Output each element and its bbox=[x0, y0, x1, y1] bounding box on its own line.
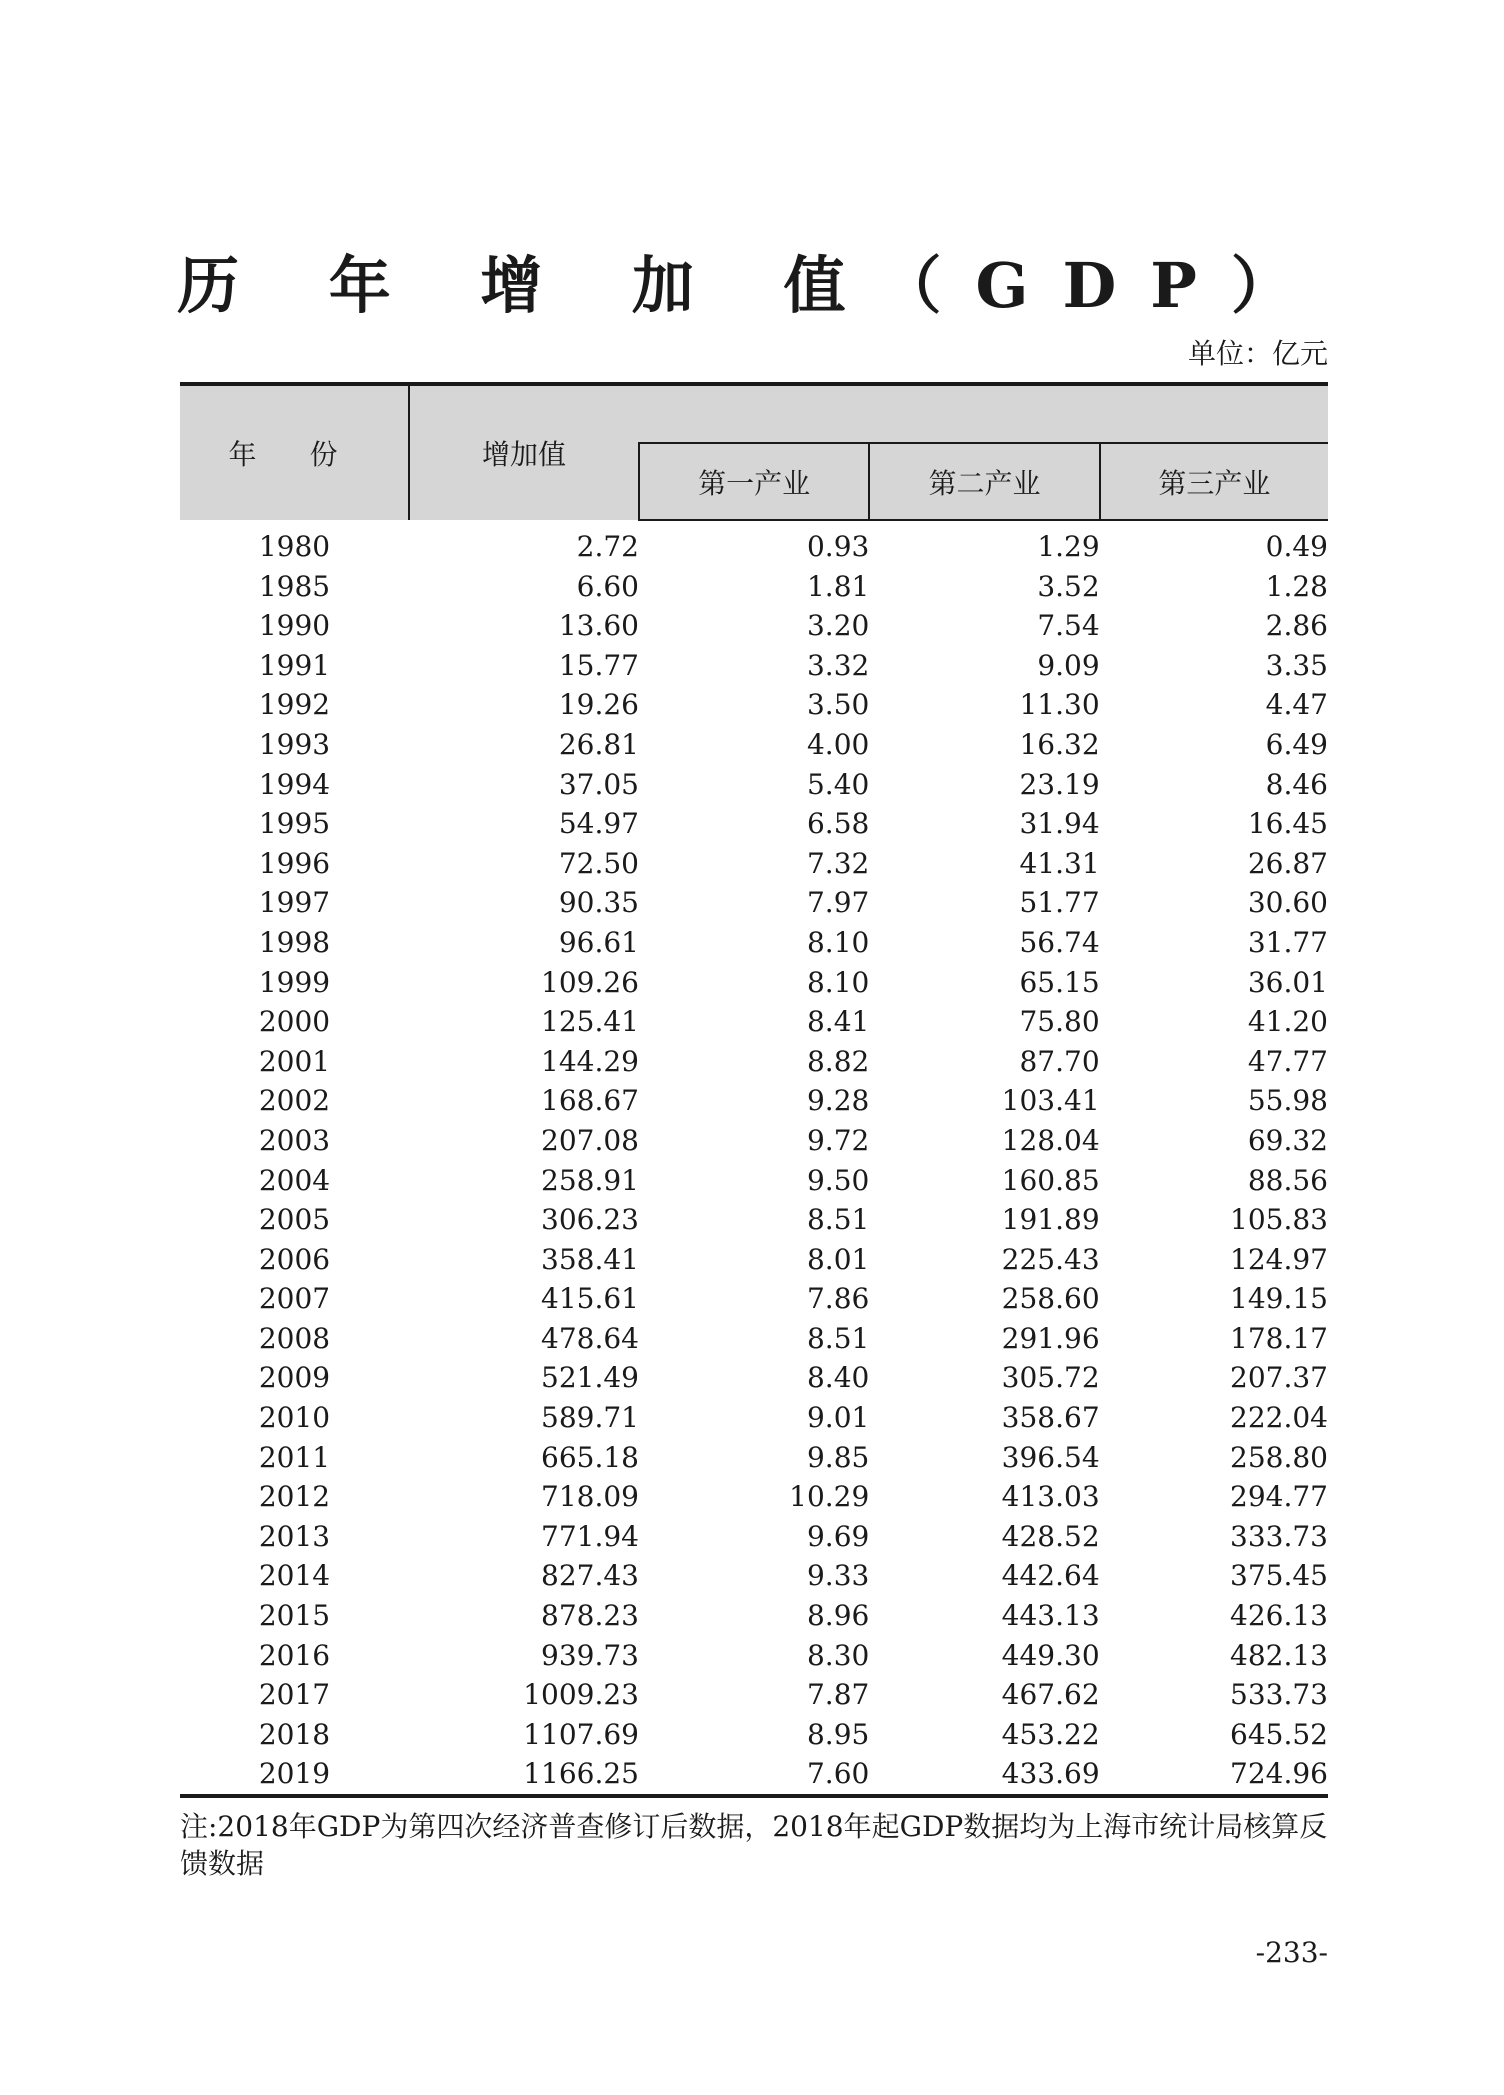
cell-primary: 8.95 bbox=[806, 1717, 870, 1751]
cell-primary: 1.81 bbox=[806, 569, 870, 603]
cell-secondary: 453.22 bbox=[1001, 1717, 1100, 1751]
cell-secondary: 87.70 bbox=[1019, 1044, 1100, 1078]
table-row bbox=[180, 1240, 1328, 1280]
cell-tertiary: 258.80 bbox=[1230, 1440, 1328, 1474]
cell-total: 96.61 bbox=[558, 925, 639, 959]
cell-year: 1998 bbox=[258, 925, 331, 959]
cell-tertiary: 333.73 bbox=[1230, 1519, 1328, 1553]
cell-year: 2015 bbox=[258, 1599, 331, 1633]
cell-secondary: 442.64 bbox=[1001, 1559, 1100, 1593]
cell-secondary: 56.74 bbox=[1019, 925, 1100, 959]
table-row bbox=[180, 883, 1328, 923]
cell-year: 2019 bbox=[258, 1757, 331, 1791]
cell-primary: 9.69 bbox=[806, 1519, 870, 1553]
cell-total: 827.43 bbox=[541, 1559, 639, 1593]
cell-tertiary: 124.97 bbox=[1230, 1242, 1328, 1276]
cell-year: 2006 bbox=[258, 1242, 331, 1276]
cell-year: 2005 bbox=[258, 1203, 331, 1237]
header-tertiary: 第三产业 bbox=[1100, 443, 1328, 520]
cell-primary: 3.32 bbox=[806, 648, 870, 682]
cell-total: 109.26 bbox=[541, 965, 639, 999]
cell-primary: 8.41 bbox=[806, 1005, 870, 1039]
cell-secondary: 11.30 bbox=[1019, 688, 1100, 722]
cell-tertiary: 4.47 bbox=[1265, 688, 1328, 722]
table-row bbox=[180, 606, 1328, 646]
cell-year: 1985 bbox=[258, 569, 331, 603]
cell-secondary: 413.03 bbox=[1001, 1480, 1100, 1514]
cell-year: 1997 bbox=[258, 886, 331, 920]
cell-primary: 9.01 bbox=[806, 1401, 870, 1435]
cell-secondary: 396.54 bbox=[1001, 1440, 1100, 1474]
table-row bbox=[180, 567, 1328, 607]
cell-primary: 5.40 bbox=[806, 767, 870, 801]
cell-tertiary: 88.56 bbox=[1247, 1163, 1328, 1197]
cell-tertiary: 0.49 bbox=[1265, 530, 1328, 563]
cell-tertiary: 645.52 bbox=[1230, 1717, 1328, 1751]
cell-total: 521.49 bbox=[541, 1361, 639, 1395]
cell-secondary: 449.30 bbox=[1001, 1638, 1100, 1672]
cell-total: 6.60 bbox=[576, 569, 639, 603]
cell-tertiary: 2.86 bbox=[1265, 609, 1328, 643]
cell-secondary: 225.43 bbox=[1001, 1242, 1100, 1276]
cell-primary: 8.51 bbox=[806, 1321, 870, 1355]
cell-tertiary: 178.17 bbox=[1230, 1321, 1328, 1355]
cell-tertiary: 1.28 bbox=[1265, 569, 1328, 603]
cell-primary: 9.33 bbox=[806, 1559, 870, 1593]
table-row bbox=[180, 685, 1328, 725]
table-row bbox=[180, 844, 1328, 884]
table-row bbox=[180, 923, 1328, 963]
cell-primary: 8.82 bbox=[806, 1044, 870, 1078]
cell-primary: 7.97 bbox=[806, 886, 870, 920]
cell-primary: 8.51 bbox=[806, 1203, 870, 1237]
cell-year: 1990 bbox=[258, 609, 331, 643]
cell-secondary: 3.52 bbox=[1037, 569, 1100, 603]
cell-secondary: 358.67 bbox=[1001, 1401, 1100, 1435]
cell-tertiary: 222.04 bbox=[1230, 1401, 1328, 1435]
cell-secondary: 51.77 bbox=[1019, 886, 1100, 920]
cell-total: 13.60 bbox=[558, 609, 639, 643]
header-secondary: 第二产业 bbox=[869, 443, 1099, 520]
cell-secondary: 23.19 bbox=[1019, 767, 1100, 801]
cell-secondary: 9.09 bbox=[1037, 648, 1100, 682]
cell-total: 207.08 bbox=[541, 1123, 639, 1157]
cell-primary: 9.85 bbox=[806, 1440, 870, 1474]
cell-total: 26.81 bbox=[558, 727, 639, 761]
table-row bbox=[180, 1556, 1328, 1596]
cell-secondary: 160.85 bbox=[1001, 1163, 1100, 1197]
cell-year: 1992 bbox=[258, 688, 331, 722]
cell-secondary: 41.31 bbox=[1019, 846, 1100, 880]
cell-total: 589.71 bbox=[541, 1401, 639, 1435]
cell-year: 1980 bbox=[258, 529, 331, 563]
cell-year: 1991 bbox=[258, 648, 331, 682]
table-row bbox=[180, 1596, 1328, 1636]
cell-total: 665.18 bbox=[541, 1440, 639, 1474]
cell-year: 2013 bbox=[258, 1519, 331, 1553]
cell-year: 1999 bbox=[258, 965, 331, 999]
cell-total: 306.23 bbox=[541, 1203, 639, 1237]
cell-tertiary: 3.35 bbox=[1265, 648, 1328, 682]
cell-year: 2008 bbox=[258, 1321, 331, 1355]
cell-year: 2004 bbox=[258, 1163, 331, 1197]
cell-primary: 7.86 bbox=[806, 1282, 870, 1316]
cell-total: 939.73 bbox=[541, 1638, 639, 1672]
cell-primary: 0.93 bbox=[806, 530, 870, 563]
cell-year: 1994 bbox=[258, 767, 331, 801]
cell-primary: 8.96 bbox=[806, 1599, 870, 1633]
cell-primary: 8.40 bbox=[806, 1361, 870, 1395]
cell-primary: 9.72 bbox=[806, 1123, 870, 1157]
table-row bbox=[180, 1754, 1328, 1796]
table-row bbox=[180, 1161, 1328, 1201]
cell-primary: 7.87 bbox=[806, 1678, 870, 1712]
cell-year: 2009 bbox=[258, 1361, 331, 1395]
table-body bbox=[180, 520, 1328, 1796]
cell-year: 2014 bbox=[258, 1559, 331, 1593]
cell-tertiary: 482.13 bbox=[1230, 1638, 1328, 1672]
header-primary: 第一产业 bbox=[639, 443, 869, 520]
table-row bbox=[180, 1200, 1328, 1240]
cell-tertiary: 105.83 bbox=[1230, 1203, 1328, 1237]
cell-total: 718.09 bbox=[541, 1480, 639, 1514]
cell-year: 2012 bbox=[258, 1480, 331, 1514]
cell-year: 2001 bbox=[258, 1044, 331, 1078]
table-row bbox=[180, 1121, 1328, 1161]
cell-year: 2003 bbox=[258, 1123, 331, 1157]
cell-year: 2000 bbox=[258, 1005, 331, 1039]
cell-total: 1166.25 bbox=[523, 1757, 639, 1791]
table-row bbox=[180, 1715, 1328, 1755]
table-row bbox=[180, 1358, 1328, 1398]
cell-total: 2.72 bbox=[576, 529, 639, 563]
table-row bbox=[180, 1517, 1328, 1557]
cell-secondary: 467.62 bbox=[1001, 1678, 1100, 1712]
cell-total: 478.64 bbox=[541, 1321, 639, 1355]
cell-year: 2002 bbox=[258, 1084, 331, 1118]
cell-total: 37.05 bbox=[558, 767, 639, 801]
cell-total: 258.91 bbox=[541, 1163, 639, 1197]
cell-primary: 10.29 bbox=[789, 1480, 870, 1514]
cell-tertiary: 375.45 bbox=[1230, 1559, 1328, 1593]
cell-year: 2010 bbox=[258, 1401, 331, 1435]
cell-year: 1996 bbox=[258, 846, 331, 880]
cell-total: 144.29 bbox=[541, 1044, 639, 1078]
cell-tertiary: 41.20 bbox=[1247, 1005, 1328, 1039]
table-row bbox=[180, 1477, 1328, 1517]
table-row bbox=[180, 725, 1328, 765]
cell-tertiary: 8.46 bbox=[1265, 767, 1328, 801]
cell-primary: 6.58 bbox=[806, 807, 870, 841]
table-row bbox=[180, 1002, 1328, 1042]
cell-primary: 7.60 bbox=[806, 1757, 870, 1791]
cell-total: 771.94 bbox=[541, 1519, 639, 1553]
cell-total: 1107.69 bbox=[523, 1717, 639, 1751]
cell-tertiary: 533.73 bbox=[1230, 1678, 1328, 1712]
cell-total: 358.41 bbox=[541, 1242, 639, 1276]
cell-tertiary: 724.96 bbox=[1230, 1757, 1328, 1791]
gdp-table bbox=[180, 382, 1328, 1798]
cell-total: 415.61 bbox=[541, 1282, 639, 1316]
cell-tertiary: 26.87 bbox=[1247, 846, 1328, 880]
cell-secondary: 291.96 bbox=[1001, 1321, 1100, 1355]
cell-total: 90.35 bbox=[558, 886, 639, 920]
cell-secondary: 1.29 bbox=[1037, 530, 1100, 563]
cell-total: 878.23 bbox=[541, 1599, 639, 1633]
cell-tertiary: 207.37 bbox=[1230, 1361, 1328, 1395]
cell-tertiary: 426.13 bbox=[1230, 1599, 1328, 1633]
cell-primary: 9.50 bbox=[806, 1163, 870, 1197]
cell-year: 2016 bbox=[258, 1638, 331, 1672]
header-spacer bbox=[639, 384, 1328, 443]
cell-tertiary: 30.60 bbox=[1247, 886, 1328, 920]
cell-total: 1009.23 bbox=[523, 1678, 639, 1712]
table-row bbox=[180, 520, 1328, 567]
cell-primary: 9.28 bbox=[806, 1084, 870, 1118]
table-row bbox=[180, 765, 1328, 805]
cell-year: 2011 bbox=[258, 1440, 331, 1474]
table-row bbox=[180, 1675, 1328, 1715]
cell-year: 1995 bbox=[258, 807, 331, 841]
table-row bbox=[180, 1319, 1328, 1359]
table-row bbox=[180, 1042, 1328, 1082]
cell-primary: 8.10 bbox=[806, 965, 870, 999]
cell-primary: 8.01 bbox=[806, 1242, 870, 1276]
cell-tertiary: 36.01 bbox=[1247, 965, 1328, 999]
table-row bbox=[180, 1081, 1328, 1121]
table-row bbox=[180, 1438, 1328, 1478]
cell-secondary: 65.15 bbox=[1019, 965, 1100, 999]
cell-tertiary: 16.45 bbox=[1247, 807, 1328, 841]
page-number: -233- bbox=[1255, 1936, 1328, 1969]
cell-secondary: 16.32 bbox=[1019, 727, 1100, 761]
cell-year: 2017 bbox=[258, 1678, 331, 1712]
cell-total: 72.50 bbox=[558, 846, 639, 880]
cell-secondary: 31.94 bbox=[1019, 807, 1100, 841]
cell-tertiary: 55.98 bbox=[1247, 1084, 1328, 1118]
cell-tertiary: 47.77 bbox=[1247, 1044, 1328, 1078]
cell-secondary: 443.13 bbox=[1001, 1599, 1100, 1633]
cell-secondary: 103.41 bbox=[1001, 1084, 1100, 1118]
cell-tertiary: 31.77 bbox=[1247, 925, 1328, 959]
cell-secondary: 7.54 bbox=[1037, 609, 1100, 643]
cell-tertiary: 149.15 bbox=[1230, 1282, 1328, 1316]
unit-label: 单位：亿元 bbox=[1187, 337, 1328, 370]
table-row bbox=[180, 1279, 1328, 1319]
cell-primary: 3.20 bbox=[806, 609, 870, 643]
cell-secondary: 128.04 bbox=[1001, 1123, 1100, 1157]
cell-year: 2007 bbox=[258, 1282, 331, 1316]
cell-secondary: 75.80 bbox=[1019, 1005, 1100, 1039]
cell-tertiary: 6.49 bbox=[1265, 727, 1328, 761]
cell-primary: 8.30 bbox=[806, 1638, 870, 1672]
footnote: 注:2018年GDP为第四次经济普查修订后数据，2018年起GDP数据均为上海市统计局核算反馈数据 bbox=[180, 1810, 1328, 1880]
cell-primary: 7.32 bbox=[806, 846, 870, 880]
table-row bbox=[180, 1636, 1328, 1676]
cell-total: 125.41 bbox=[541, 1005, 639, 1039]
cell-tertiary: 294.77 bbox=[1230, 1480, 1328, 1514]
table-row bbox=[180, 963, 1328, 1003]
cell-primary: 3.50 bbox=[806, 688, 870, 722]
header-year: 年 份 bbox=[180, 384, 409, 520]
table-bottom-rule bbox=[180, 1796, 1328, 1798]
cell-secondary: 428.52 bbox=[1001, 1519, 1100, 1553]
cell-primary: 8.10 bbox=[806, 925, 870, 959]
cell-total: 54.97 bbox=[558, 807, 639, 841]
cell-year: 1993 bbox=[258, 727, 331, 761]
cell-secondary: 433.69 bbox=[1001, 1757, 1100, 1791]
cell-secondary: 191.89 bbox=[1001, 1203, 1100, 1237]
header-total: 增加值 bbox=[409, 384, 639, 520]
cell-secondary: 258.60 bbox=[1001, 1282, 1100, 1316]
table-row bbox=[180, 804, 1328, 844]
cell-total: 168.67 bbox=[541, 1084, 639, 1118]
table-row bbox=[180, 1398, 1328, 1438]
cell-total: 19.26 bbox=[558, 688, 639, 722]
cell-total: 15.77 bbox=[558, 648, 639, 682]
table-row bbox=[180, 646, 1328, 686]
cell-year: 2018 bbox=[258, 1717, 331, 1751]
cell-primary: 4.00 bbox=[806, 727, 870, 761]
table-header bbox=[180, 384, 1328, 520]
cell-tertiary: 69.32 bbox=[1247, 1123, 1328, 1157]
cell-secondary: 305.72 bbox=[1001, 1361, 1100, 1395]
page-title: 历 年 增 加 值（GDP） bbox=[177, 249, 1327, 322]
